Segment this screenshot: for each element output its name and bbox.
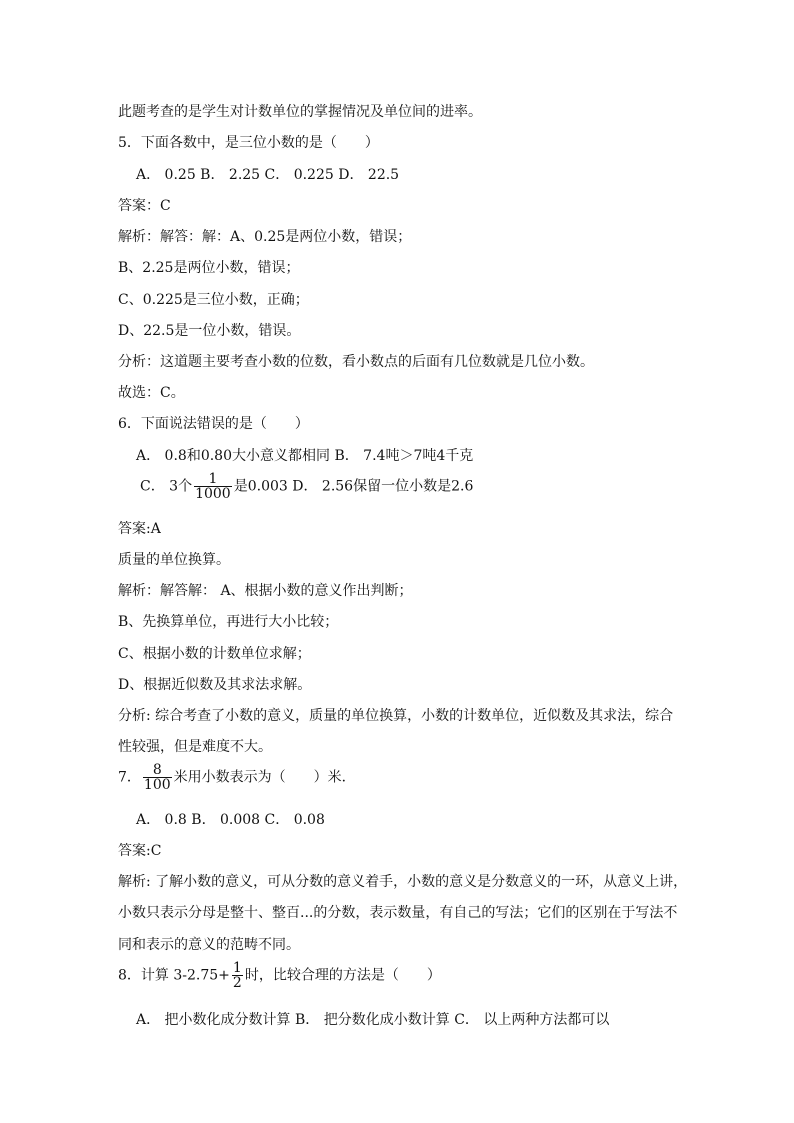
question-7-explanation-1: 解析: 了解小数的意义，可从分数的意义着手，小数的意义是分数意义的一环，从意义上讲， [118, 874, 688, 890]
question-5-explanation-2: B、2.25是两位小数，错误； [118, 260, 300, 276]
question-7-options: A． 0.8 B． 0.008 C． 0.08 [136, 812, 325, 828]
question-5-options: A． 0.25 B． 2.25 C． 0.225 D． 22.5 [136, 167, 400, 183]
question-5-answer: 答案：C [118, 198, 171, 214]
question-7-number: 7． [118, 769, 141, 786]
fraction-one-thousandth: $\frac{1}{1000}$ [195, 471, 231, 502]
question-8-text: 时，比较合理的方法是（ ） [244, 967, 441, 984]
question-5-explanation-4: D、22.5是一位小数，错误。 [118, 323, 301, 339]
question-7-explanation-3: 同和表示的意义的范畴不同。 [118, 937, 300, 953]
question-7-explanation-2: 小数只表示分母是整十、整百...的分数，表示数量，有自己的写法；它们的区别在于写法不 [118, 905, 678, 921]
question-6-option-c-suffix: 是0.003 D． 2.56保留一位小数是2.6 [233, 478, 474, 495]
question-6-analysis-2: 性较强，但是难度不大。 [118, 739, 272, 755]
question-7-answer: 答案:C [118, 843, 162, 859]
question-6-explanation-1: 解析：解答解： A、根据小数的意义作出判断； [118, 583, 413, 599]
question-5-analysis: 分析：这道题主要考查小数的位数，看小数点的后面有几位数就是几位小数。 [118, 354, 594, 370]
question-6-explanation-3: C、根据小数的计数单位求解； [118, 646, 311, 662]
question-5-explanation-3: C、0.225是三位小数，正确； [118, 292, 309, 308]
question-8-options: A． 把小数化成分数计算 B． 把分数化成小数计算 C． 以上两种方法都可以 [136, 1012, 610, 1028]
question-6-options-ab: A． 0.8和0.80大小意义都相同 B． 7.4吨＞7吨4千克 [136, 448, 474, 464]
question-6-explanation-4: D、根据近似数及其求法求解。 [118, 677, 312, 693]
intro-line: 此题考查的是学生对计数单位的掌握情况及单位间的进率。 [118, 104, 482, 120]
question-5: 5．下面各数中，是三位小数的是（ ） [118, 135, 379, 151]
fraction-one-half: $\frac{1}{2}$ [232, 960, 242, 991]
question-8-prefix: 8．计算 3-2.75+ [118, 967, 230, 984]
question-5-explanation-1: 解析：解答：解：A、0.25是两位小数，错误； [118, 229, 412, 245]
question-6-options-cd [140, 472, 473, 501]
question-5-choice: 故选：C。 [118, 385, 185, 401]
question-6-analysis-1: 分析: 综合考查了小数的意义，质量的单位换算，小数的计数单位，近似数及其求法，综合 [118, 708, 674, 724]
question-6-answer: 答案:A [118, 521, 161, 537]
question-6-topic: 质量的单位换算。 [118, 552, 230, 568]
fraction-eight-hundredths: $\frac{8}{100}$ [143, 762, 171, 793]
question-6-option-c-prefix: C． 3个 [140, 478, 193, 495]
question-7-text: 米用小数表示为（ ）米． [173, 769, 356, 786]
question-8 [118, 961, 441, 990]
question-6-explanation-2: B、先换算单位，再进行大小比较； [118, 614, 339, 630]
question-6: 6．下面说法错误的是（ ） [118, 416, 309, 432]
question-7 [118, 763, 356, 792]
